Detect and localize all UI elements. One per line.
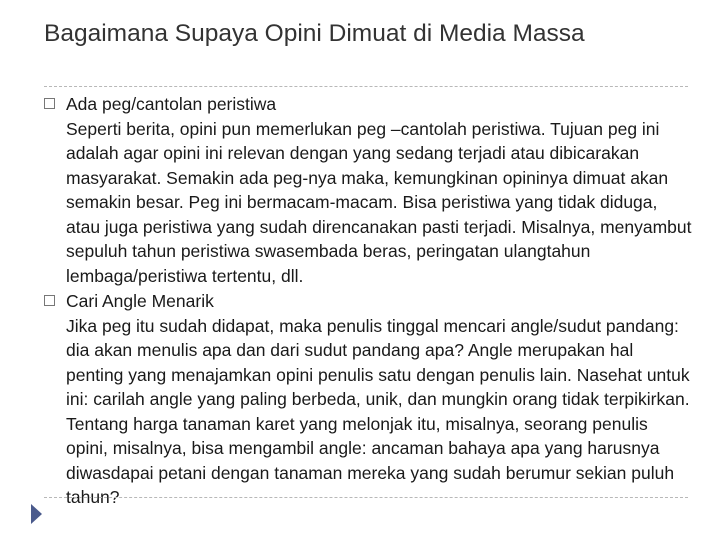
slide-content: [44, 92, 694, 510]
bullet-item-angle: [44, 289, 694, 510]
triangle-arrow-icon: [31, 504, 42, 524]
bullet-text: Jika peg itu sudah didapat, maka penulis tinggal mencari angle/sudut pandang: dia akan menulis apa dan dari sudut pandang apa? Angle merupakan hal penting yang menajamkan opini penulis satu dengan penulis lain. Nasehat untuk ini: carilah angle yang paling berbeda, unik, dan mungkin orang tidak terpikirkan. Tentang harga tanaman karet yang melonjak itu, misalnya, seorang penulis opini, misalnya, bisa mengambil angle: ancaman bahaya apa yang harusnya diwasdapai petani dengan tanaman mereka yang sudah berumur sekian puluh tahun?: [66, 315, 690, 507]
slide-title: Bagaimana Supaya Opini Dimuat di Media Massa: [44, 20, 585, 47]
bullet-heading: Cari Angle Menarik: [66, 291, 214, 311]
footer-divider: [44, 497, 688, 498]
square-bullet-icon: [44, 295, 55, 306]
title-divider: [44, 86, 688, 87]
bullet-text: Seperti berita, opini pun memerlukan peg –cantolah peristiwa. Tujuan peg ini adalah agar opini ini relevan dengan yang sedang terjadi atau dibicarakan masyarakat. Semakin ada peg-nya maka, kemungkinan opininya dimuat akan semakin besar. Peg ini bermacam-macam. Bisa peristiwa yang tidak diduga, atau juga peristiwa yang sudah direncanakan pasti terjadi. Misalnya, menyambut sepuluh tahun peristiwa swasembada beras, peringatan ulangtahun lembaga/peristiwa tertentu, dll.: [66, 118, 692, 286]
square-bullet-icon: [44, 98, 55, 109]
bullet-heading: Ada peg/cantolan peristiwa: [66, 94, 277, 114]
bullet-item-peg: [44, 92, 694, 288]
